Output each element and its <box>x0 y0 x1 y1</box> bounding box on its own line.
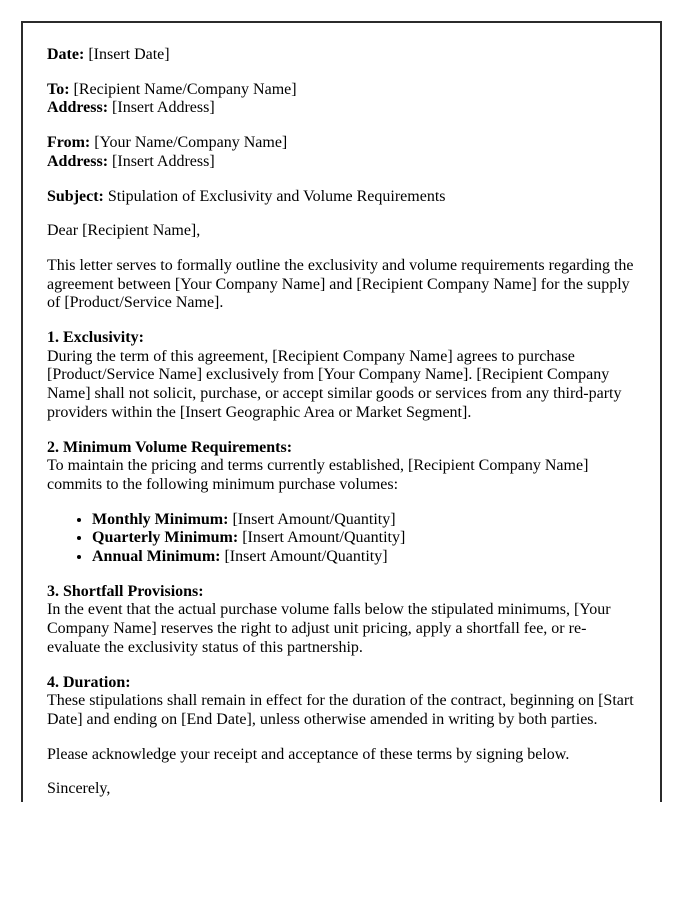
closing <box>47 780 636 799</box>
text-run: Sincerely, <box>47 780 111 798</box>
subject-line <box>47 188 636 207</box>
section-duration <box>47 674 636 730</box>
letter-body <box>23 23 660 802</box>
text-run: These stipulations shall remain in effect for the duration of the contract, beginning on [Start Date] and ending on [End Date], unless otherwise amended in writing by both parties. <box>47 692 634 728</box>
text-run: [Insert Address] <box>108 152 215 170</box>
date-line <box>47 46 636 65</box>
bold-label: Quarterly Minimum: <box>92 529 239 547</box>
bold-label: 4. Duration: <box>47 673 131 691</box>
text-run: [Insert Amount/Quantity] <box>228 510 396 528</box>
intro-paragraph <box>47 257 636 313</box>
section-shortfall <box>47 583 636 658</box>
text-run: [Insert Amount/Quantity] <box>238 529 406 547</box>
bold-label: 2. Minimum Volume Requirements: <box>47 438 293 456</box>
sender-block <box>47 134 636 171</box>
text-run: During the term of this agreement, [Recipient Company Name] agrees to purchase [Product/Service Name] exclusively from [Your Company Name]. [Recipient Company Name] shall not solicit, purchase, or accept similar goods or services from any third-party providers within the [Insert Geographic Area or Market Segment]. <box>47 347 622 421</box>
bold-label: Annual Minimum: <box>92 548 221 566</box>
text-run: [Insert Address] <box>108 99 215 117</box>
text-run: Stipulation of Exclusivity and Volume Requirements <box>103 187 446 205</box>
text-run: [Recipient Name/Company Name] <box>69 80 297 98</box>
bold-label: 1. Exclusivity: <box>47 329 144 347</box>
bold-label: To: <box>47 80 70 98</box>
list-item <box>92 529 636 548</box>
text-run: [Your Name/Company Name] <box>90 134 288 152</box>
bold-label: Monthly Minimum: <box>92 510 229 528</box>
bold-label: From: <box>47 134 91 152</box>
text-run: [Insert Date] <box>84 46 170 63</box>
bold-label: Address: <box>47 152 109 170</box>
text-run: In the event that the actual purchase volume falls below the stipulated minimums, [Your Company Name] reserves the right to adjust unit pricing, apply a shortfall fee, or re-evaluate the exclusivity status of this partnership. <box>47 601 611 656</box>
list-item <box>92 548 636 567</box>
section-minimum-volume <box>47 439 636 495</box>
bold-label: 3. Shortfall Provisions: <box>47 582 204 600</box>
minimum-volume-list <box>47 511 636 567</box>
acknowledge-paragraph <box>47 746 636 765</box>
text-run: To maintain the pricing and terms currently established, [Recipient Company Name] commits to the following minimum purchase volumes: <box>47 457 589 493</box>
text-run: This letter serves to formally outline the exclusivity and volume requirements regarding the agreement between [Your Company Name] and [Recipient Company Name] for the supply of [Product/Service Name]. <box>47 256 634 312</box>
section-exclusivity <box>47 329 636 423</box>
text-run: Dear [Recipient Name], <box>47 222 201 240</box>
bold-label: Date: <box>47 46 85 63</box>
salutation <box>47 222 636 241</box>
letter-page-frame <box>21 21 662 802</box>
text-run: [Insert Amount/Quantity] <box>220 548 388 566</box>
text-run: Please acknowledge your receipt and acceptance of these terms by signing below. <box>47 745 570 763</box>
recipient-block <box>47 81 636 118</box>
bold-label: Address: <box>47 99 109 117</box>
list-item <box>92 511 636 530</box>
bold-label: Subject: <box>47 187 104 205</box>
